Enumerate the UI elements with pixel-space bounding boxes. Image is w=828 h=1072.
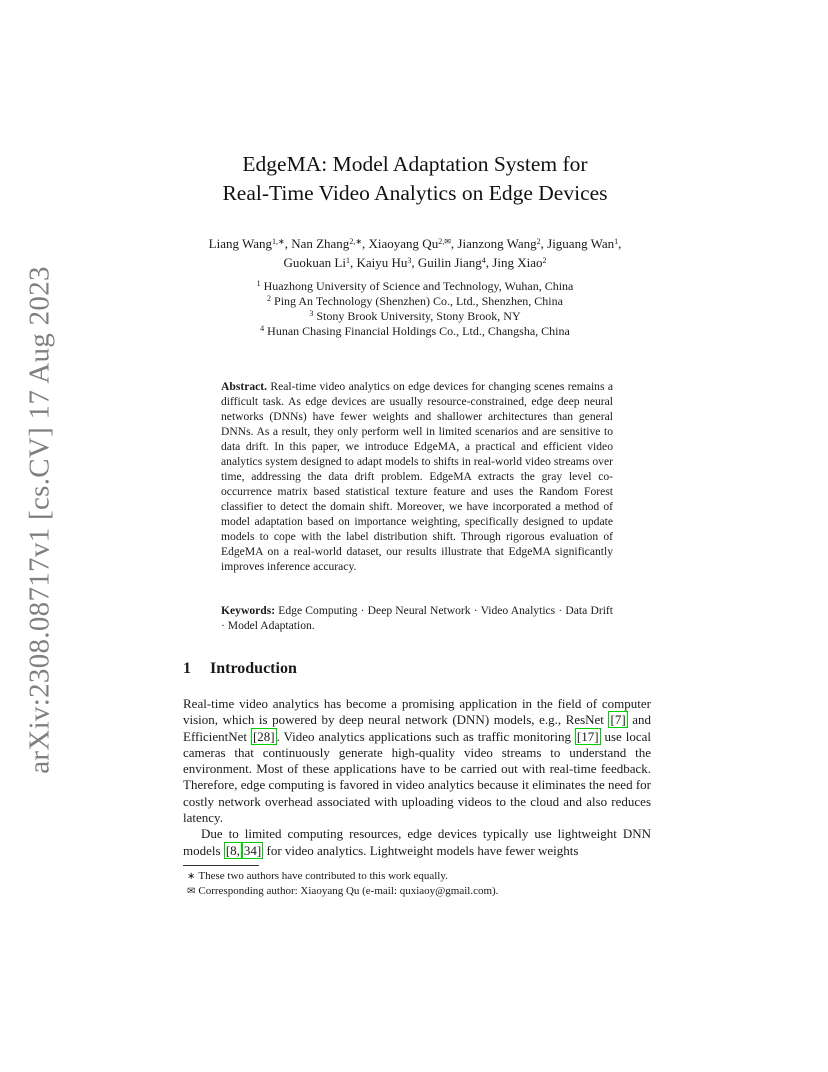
author-sep: , [362,236,369,251]
affiliation-text: Stony Brook University, Stony Brook, NY [316,309,521,323]
section-number: 1 [183,660,191,677]
author-sup: 1 [614,237,619,246]
author-sep: , [450,236,458,251]
affiliation [150,309,680,324]
section-title: Introduction [210,660,297,677]
author-name: Nan Zhang [291,236,350,251]
author-sep: , [618,236,622,251]
paragraph-text: Due to limited computing resources, edge devices typically use lightweight DNN models [183,826,651,858]
author-sup: 2 [542,256,547,265]
author-name: Guokuan Li [283,255,346,270]
author-sep: , [411,255,418,270]
footnote-divider [183,865,259,866]
paper-title [150,150,680,208]
author-sup: 3 [407,256,412,265]
author-name: Jianzong Wang [457,236,537,251]
author-name: Xiaoyang Qu [368,236,439,251]
author-list [150,234,680,272]
affiliation [150,324,680,339]
citation-link[interactable]: [28] [252,728,275,744]
author-sup: 1 [345,256,350,265]
abstract-label: Abstract. [221,380,268,393]
keywords-text: Edge Computing · Deep Neural Network · Video Analytics · Data Drift · Model Adaptation. [221,604,613,632]
author-name: Kaiyu Hu [356,255,408,270]
author-sep: , [540,236,548,251]
author-sup: 4 [481,256,486,265]
affiliation-text: Ping An Technology (Shenzhen) Co., Ltd., Shenzhen, China [274,294,563,308]
author-name: Jing Xiao [492,255,543,270]
author-name: Guilin Jiang [417,255,482,270]
author-name: Liang Wang [208,236,272,251]
citation-link[interactable]: [17] [576,728,599,744]
paragraph-text: use local cameras that continuously generate high-quality video streams to understand the environment. Most of these applications have to be carried out with real-time feedback. Therefore, edge computing is favored in video analytics because it eliminates the need for costly network overhead associated with uploading videos to the cloud and also reduces latency. [183,728,652,826]
paragraph-text: and EfficientNet [183,712,651,744]
keywords-label: Keywords: [221,604,276,617]
paragraph-text: for video analytics. Lightweight models have fewer weights [263,842,579,858]
author-sup: 2,∗ [349,237,363,246]
footnote-text: Corresponding author: Xiaoyang Qu (e-mail: quxiaoy@gmail.com). [198,885,499,897]
title-line-2: Real-Time Video Analytics on Edge Devices [222,181,608,205]
footnote [183,884,653,899]
paragraph-text: . Video analytics applications such as traffic monitoring [276,728,575,744]
footnote-text: These two authors have contributed to this work equally. [198,870,448,882]
paragraph [183,696,651,826]
paragraph [183,826,651,859]
author-sep: , [284,236,292,251]
author-sup: 2,✉ [438,237,451,246]
section-heading [183,660,653,678]
body-text [183,696,651,859]
footnotes [183,869,653,899]
citation-link[interactable]: [8, [225,842,240,858]
citation-link[interactable]: 34] [243,842,262,858]
author-name: Jiguang Wan [547,236,615,251]
author-sep: , [485,255,493,270]
affiliation-sup: 4 [260,324,265,333]
affiliation [150,279,680,294]
affiliation [150,294,680,309]
keywords [221,603,613,633]
affiliation-sup: 2 [267,294,272,303]
envelope-icon: ✉ [187,886,196,897]
author-line-2 [150,253,680,272]
affiliation-list [150,279,680,339]
footnote [183,869,653,884]
affiliation-text: Hunan Chasing Financial Holdings Co., Ltd., Changsha, China [267,324,570,338]
author-sep: , [349,255,357,270]
abstract [221,379,613,574]
citation-link[interactable]: [7] [610,712,626,728]
author-line-1 [150,234,680,253]
arxiv-identifier-text: arXiv:2308.08717v1 [cs.CV] 17 Aug 2023 [23,266,56,774]
affiliation-sup: 3 [309,309,314,318]
author-sup: 1,∗ [271,237,285,246]
abstract-text: Real-time video analytics on edge devices for changing scenes remains a difficult task. As edge devices are usually resource-constrained, edge deep neural networks (DNNs) have fewer weights and shallower architectures than general DNNs. As a result, they only perform well in limited scenarios and are sensitive to data drift. In this paper, we introduce EdgeMA, a practical and efficient video analytics system designed to adapt models to shifts in real-world video streams over time, addressing the data drift problem. EdgeMA extracts the gray level co-occurrence matrix based statistical texture feature and uses the Random Forest classifier to detect the domain shift. Moreover, we have incorporated a method of model adaptation based on importance weighting, specifically designed to update models to cope with the label distribution shift. Through rigorous evaluation of EdgeMA on a real-world dataset, our results illustrate that EdgeMA significantly improves inference accuracy. [221,380,613,573]
footnote-mark: ∗ [187,871,196,882]
paragraph-text: Real-time video analytics has become a promising application in the field of computer vision, which is powered by deep neural network (DNN) models, e.g., ResNet [183,696,651,728]
arxiv-identifier [20,266,60,774]
author-sup: 2 [536,237,541,246]
title-line-1: EdgeMA: Model Adaptation System for [242,152,588,176]
affiliation-sup: 1 [256,279,261,288]
affiliation-text: Huazhong University of Science and Technology, Wuhan, China [263,279,574,293]
